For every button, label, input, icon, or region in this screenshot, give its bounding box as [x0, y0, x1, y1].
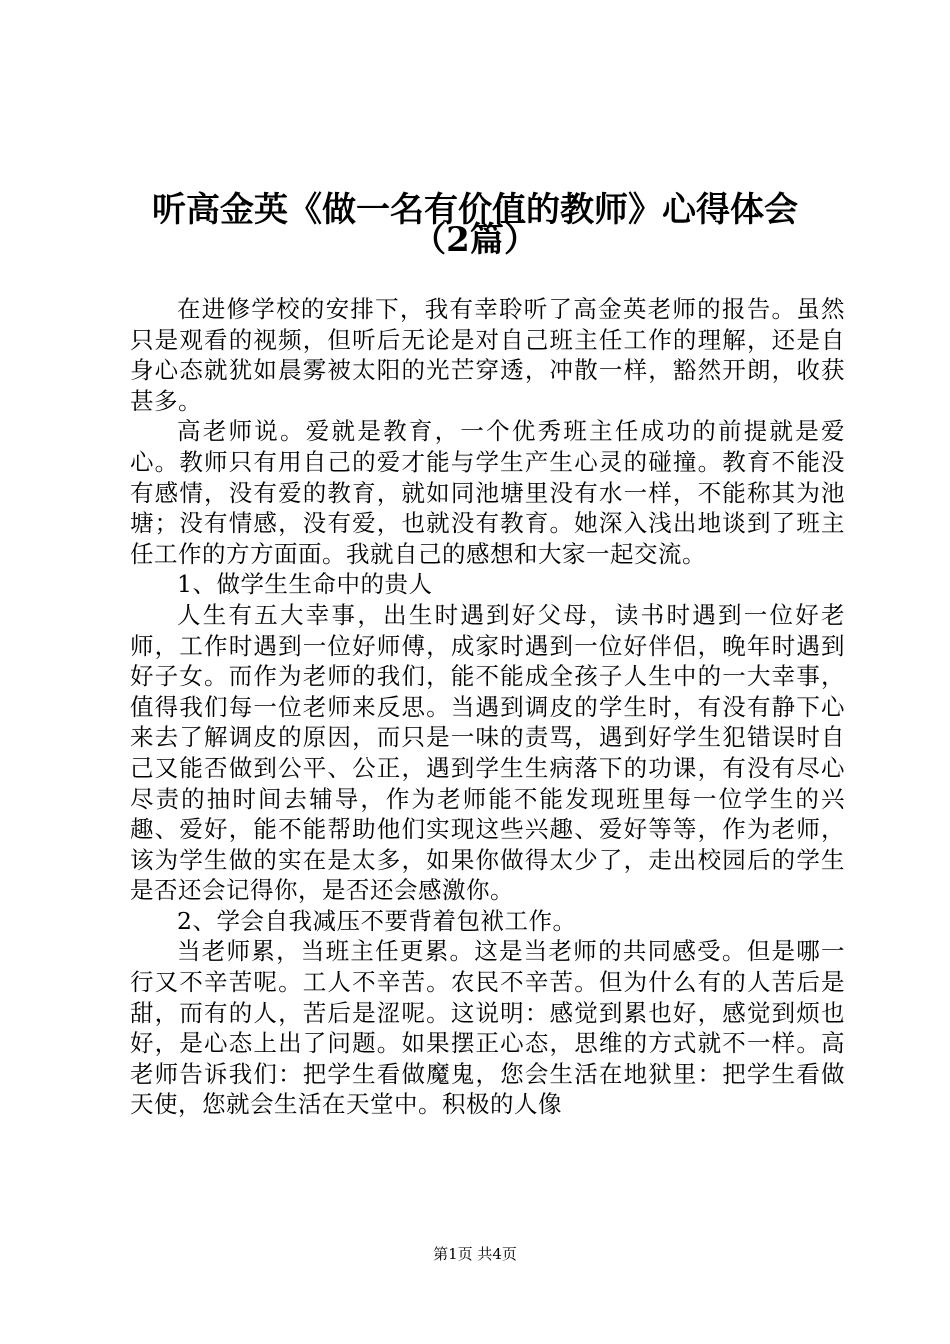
- section-heading: 2、学会自我减压不要背着包袱工作。: [177, 906, 577, 935]
- paragraph: 高老师说。爱就是教育，一个优秀班主任成功的前提就是爱心。教师只有用自己的爱才能与学生产生心灵的碰撞。教育不能没有感情，没有爱的教育，就如同池塘里没有水一样，不能称其为池塘；没有情感，没有爱，也就没有教育。她深入浅出地谈到了班主任工作的方方面面。我就自己的感想和大家一起交流。: [130, 417, 845, 568]
- page-number-footer: 第1页 共4页: [433, 1245, 517, 1263]
- paragraph: 在进修学校的安排下，我有幸聆听了高金英老师的报告。虽然只是观看的视频，但听后无论是对自己班主任工作的理解，还是自身心态就犹如晨雾被太阳的光芒穿透，冲散一样，豁然开朗，收获甚多。: [130, 295, 845, 415]
- section-heading: 1、做学生生命中的贵人: [177, 570, 433, 599]
- paragraph: 当老师累，当班主任更累。这是当老师的共同感受。但是哪一行又不辛苦呢。工人不辛苦。农民不辛苦。但为什么有的人苦后是甜，而有的人，苦后是涩呢。这说明：感觉到累也好，感觉到烦也好，是心态上出了问题。如果摆正心态，思维的方式就不一样。高老师告诉我们：把学生看做魔鬼，您会生活在地狱里：把学生看做天使，您就会生活在天堂中。积极的人像: [130, 937, 845, 1119]
- paragraph: 人生有五大幸事，出生时遇到好父母，读书时遇到一位好老师，工作时遇到一位好师傅，成家时遇到一位好伴侣，晚年时遇到好子女。而作为老师的我们，能不能成全孩子人生中的一大幸事，值得我们每一位老师来反思。当遇到调皮的学生时，有没有静下心来去了解调皮的原因，而只是一味的责骂，遇到好学生犯错误时自己又能否做到公平、公正，遇到学生生病落下的功课，有没有尽心尽责的抽时间去辅导，作为老师能不能发现班里每一位学生的兴趣、爱好，能不能帮助他们实现这些兴趣、爱好等等，作为老师，该为学生做的实在是太多，如果你做得太少了，走出校园后的学生是否还会记得你，是否还会感激你。: [130, 600, 845, 905]
- document-title-subtitle: （2篇）: [412, 220, 538, 260]
- document-title: 听高金英《做一名有价值的教师》心得体会: [152, 190, 798, 230]
- document-body: [130, 294, 845, 1120]
